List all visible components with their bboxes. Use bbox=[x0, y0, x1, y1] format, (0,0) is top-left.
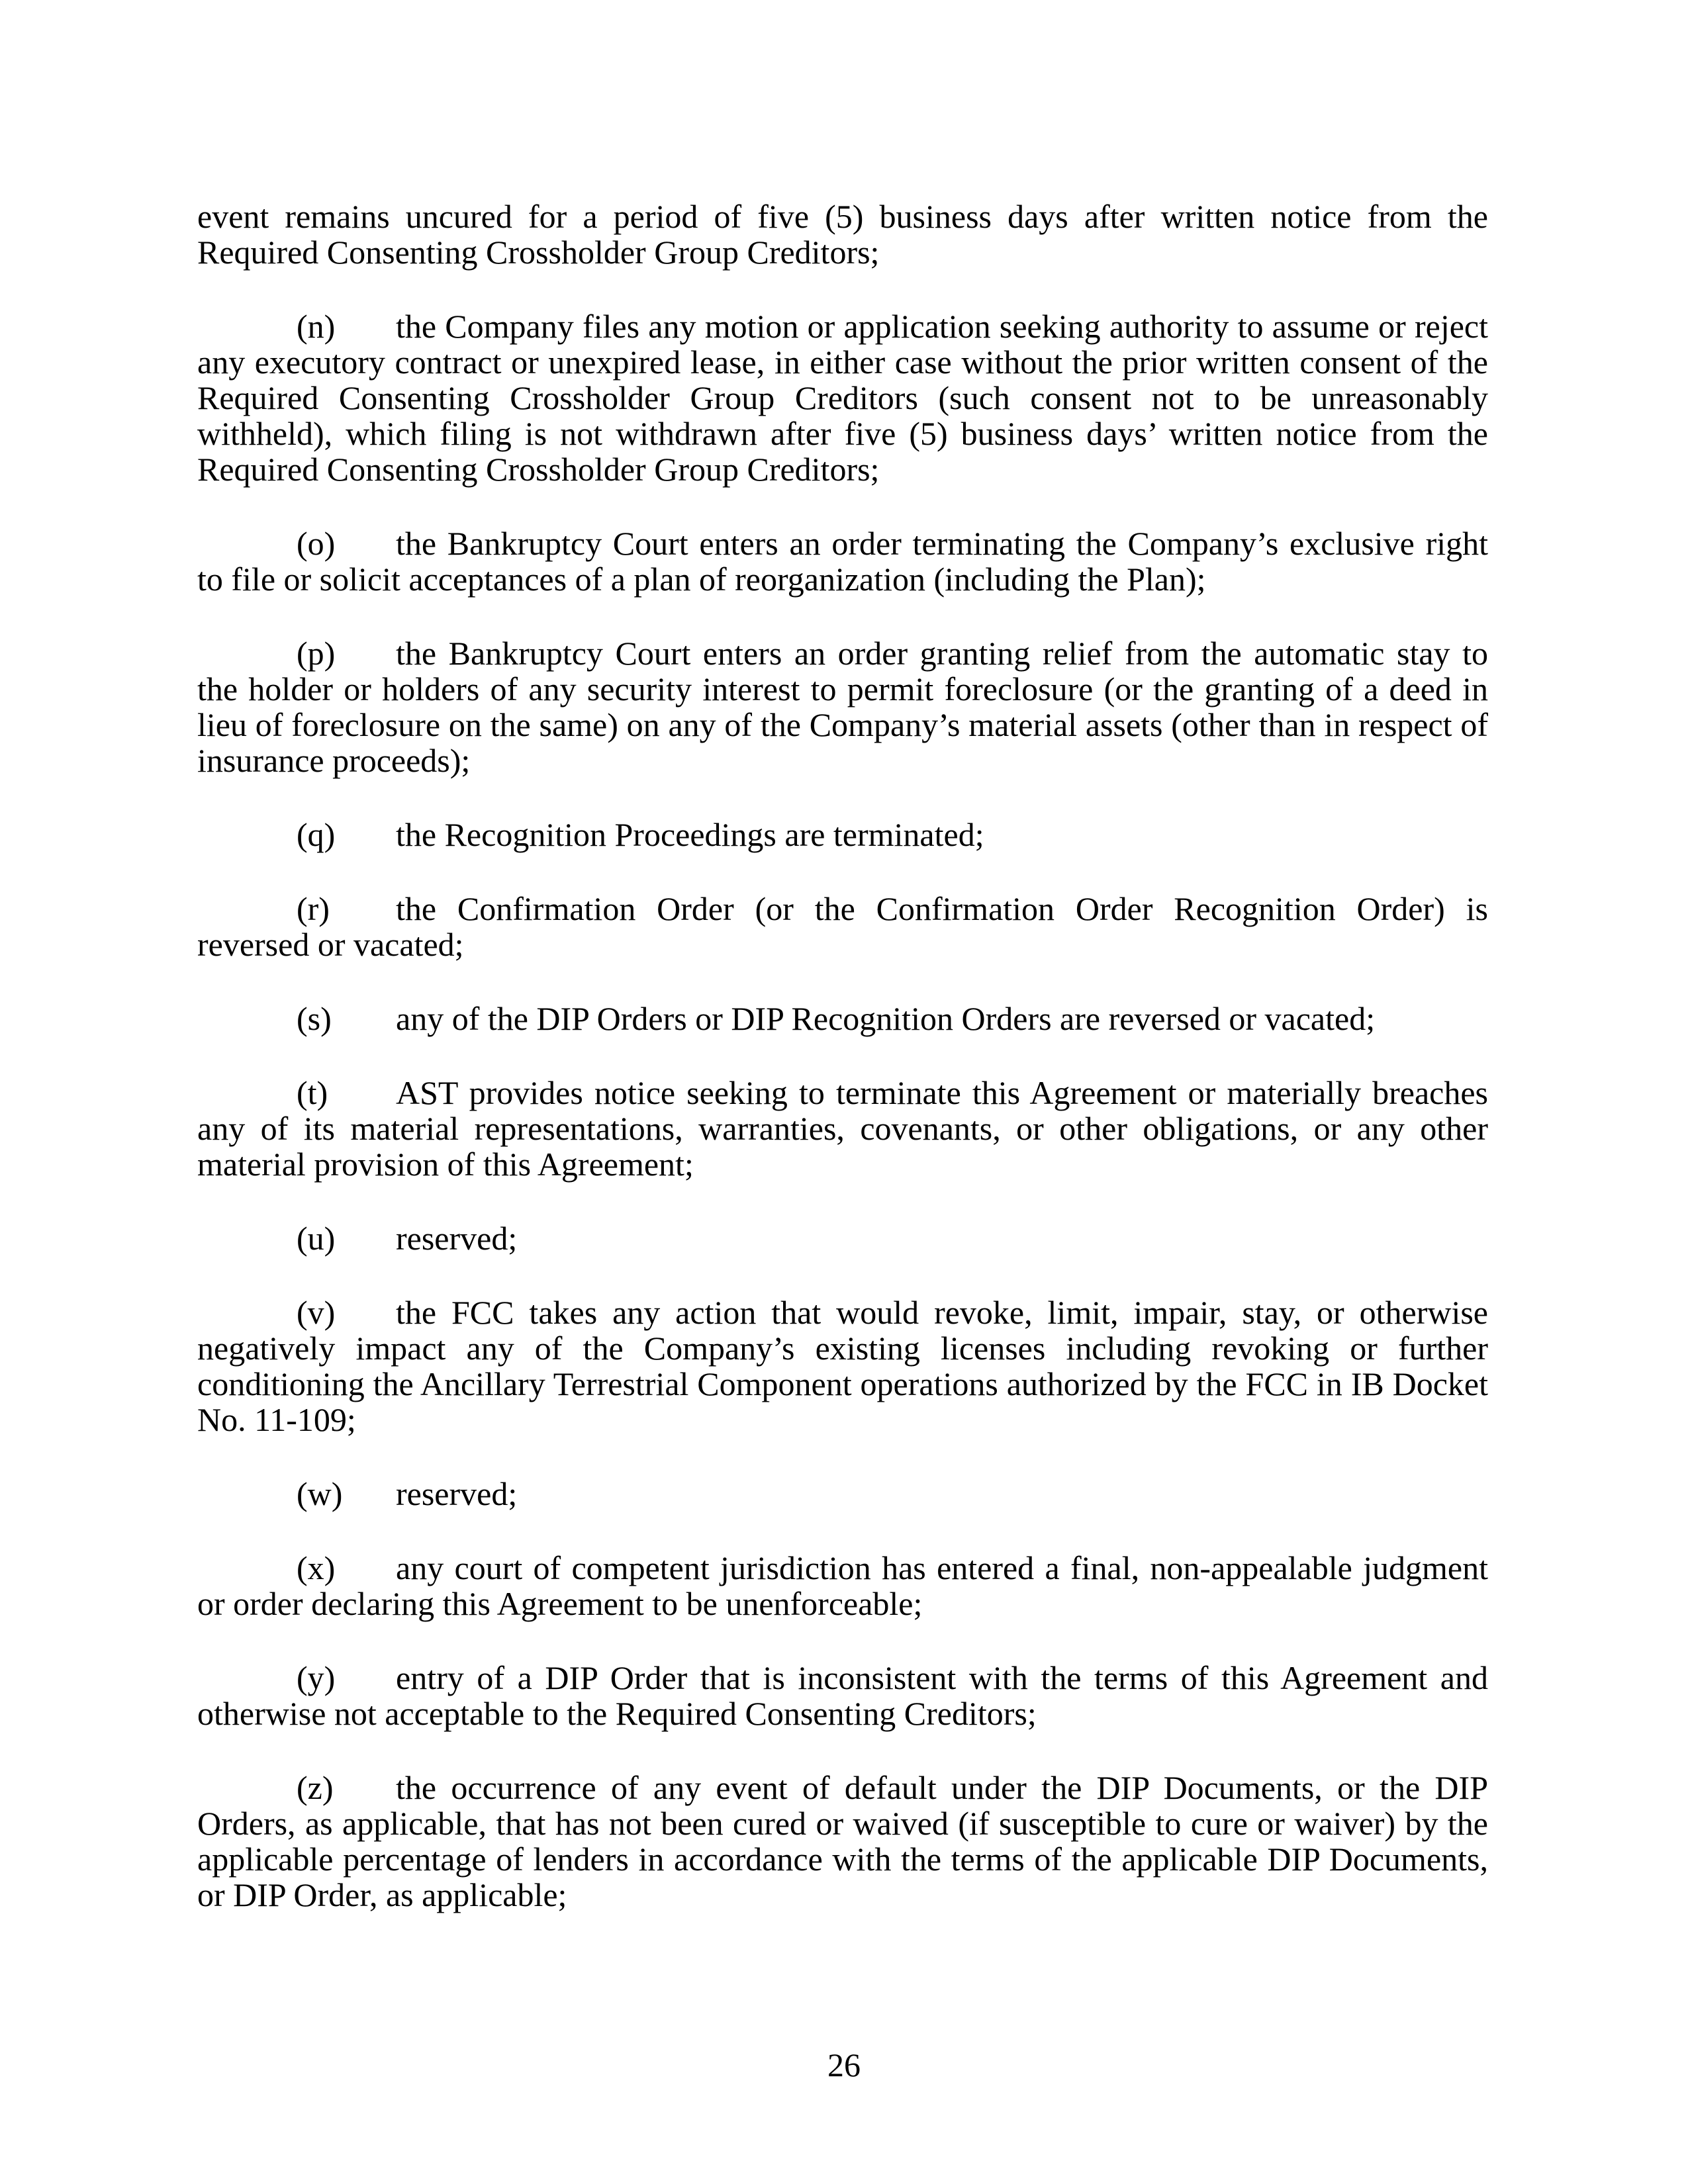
clause-o bbox=[197, 525, 1488, 597]
clause-q bbox=[197, 817, 1488, 852]
clause-u-label: (u) bbox=[297, 1220, 336, 1257]
clause-w-label: (w) bbox=[297, 1475, 343, 1512]
clause-r-label: (r) bbox=[297, 890, 330, 927]
clause-s bbox=[197, 1001, 1488, 1036]
clause-w-text: reserved; bbox=[396, 1475, 518, 1512]
page-number: 26 bbox=[827, 2046, 861, 2083]
clause-y bbox=[197, 1660, 1488, 1731]
clause-v-label: (v) bbox=[297, 1294, 336, 1331]
clause-n-label: (n) bbox=[297, 308, 336, 345]
clause-t bbox=[197, 1075, 1488, 1182]
clause-q-text: the Recognition Proceedings are terminated; bbox=[396, 816, 984, 853]
clause-z bbox=[197, 1770, 1488, 1913]
clause-o-text: the Bankruptcy Court enters an order terminating the Company’s exclusive right to file or solicit acceptances of a plan of reorganization (including the Plan); bbox=[197, 525, 1488, 598]
clause-y-label: (y) bbox=[297, 1659, 336, 1696]
paragraph-continuation: event remains uncured for a period of five (5) business days after written notice from the Required Consenting Crossholder Group Creditors; bbox=[197, 198, 1488, 271]
clause-t-text: AST provides notice seeking to terminate this Agreement or materially breaches any of its material representations, warranties, covenants, or other obligations, or any other material provision of this Agreement; bbox=[197, 1074, 1488, 1183]
clause-p-label: (p) bbox=[297, 635, 336, 672]
clause-s-text: any of the DIP Orders or DIP Recognition Orders are reversed or vacated; bbox=[396, 1000, 1376, 1037]
clause-q-label: (q) bbox=[297, 816, 336, 853]
clause-o-label: (o) bbox=[297, 525, 336, 562]
page-body-text bbox=[197, 199, 1488, 1951]
clause-u-text: reserved; bbox=[396, 1220, 518, 1257]
clause-v bbox=[197, 1295, 1488, 1437]
clause-r bbox=[197, 891, 1488, 962]
clause-v-text: the FCC takes any action that would revoke, limit, impair, stay, or otherwise negatively impact any of the Company’s existing licenses including revoking or further conditioning the Ancillary Terrestrial Component operations authorized by the FCC in IB Docket No. 11-109; bbox=[197, 1294, 1488, 1438]
clause-x-label: (x) bbox=[297, 1549, 336, 1586]
clause-n bbox=[197, 308, 1488, 487]
clause-s-label: (s) bbox=[297, 1000, 332, 1037]
clause-x-text: any court of competent jurisdiction has entered a final, non-appealable judgment or order declaring this Agreement to be unenforceable; bbox=[197, 1549, 1488, 1622]
clause-w bbox=[197, 1476, 1488, 1512]
clause-y-text: entry of a DIP Order that is inconsistent with the terms of this Agreement and otherwise not acceptable to the Required Consenting Creditors; bbox=[197, 1659, 1488, 1732]
clause-p bbox=[197, 635, 1488, 778]
clause-u bbox=[197, 1220, 1488, 1256]
clause-x bbox=[197, 1550, 1488, 1621]
clause-t-label: (t) bbox=[297, 1074, 328, 1111]
clause-r-text: the Confirmation Order (or the Confirmation Order Recognition Order) is reversed or vacated; bbox=[197, 890, 1488, 963]
clause-z-text: the occurrence of any event of default under the DIP Documents, or the DIP Orders, as applicable, that has not been cured or waived (if susceptible to cure or waiver) by the applicable percentage of lenders in accordance with the terms of the applicable DIP Documents, or DIP Order, as applicable; bbox=[197, 1769, 1488, 1913]
clause-z-label: (z) bbox=[297, 1769, 334, 1806]
clause-n-text: the Company files any motion or application seeking authority to assume or reject any executory contract or unexpired lease, in either case without the prior written consent of the Required Consenting Crossholder Group Creditors (such consent not to be unreasonably withheld), which filing is not withdrawn after five (5) business days’ written notice from the Required Consenting Crossholder Group Creditors; bbox=[197, 308, 1488, 488]
clause-p-text: the Bankruptcy Court enters an order granting relief from the automatic stay to the holder or holders of any security interest to permit foreclosure (or the granting of a deed in lieu of foreclosure on the same) on any of the Company’s material assets (other than in respect of insurance proceeds); bbox=[197, 635, 1488, 779]
